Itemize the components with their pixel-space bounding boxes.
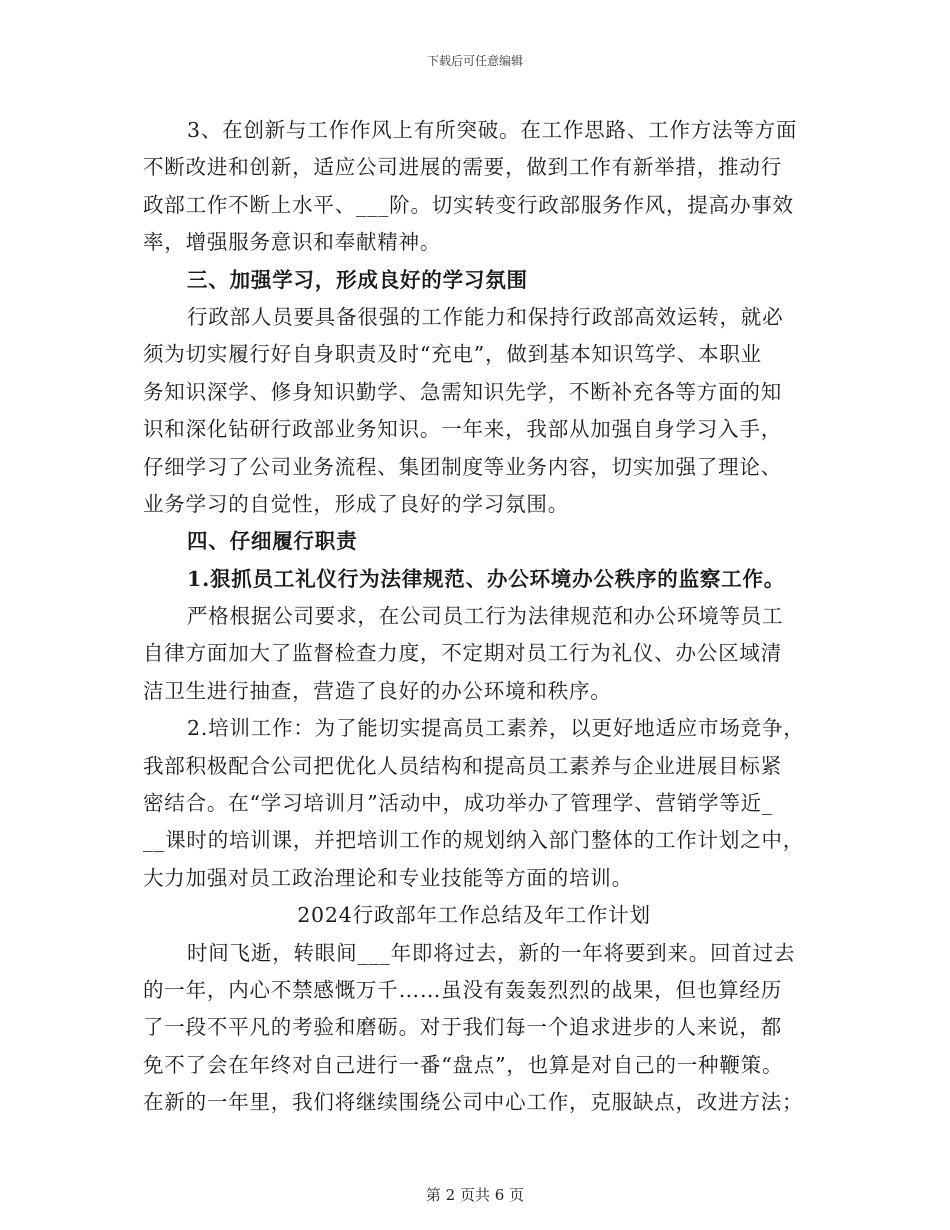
paragraph-line: 政部工作不断上水平、___阶。切实转变行政部服务作风，提高办事效 <box>143 192 794 217</box>
page-header: 下载后可任意编辑 <box>426 54 523 68</box>
paragraph-line: 仔细学习了公司业务流程、集团制度等业务内容，切实加强了理论、 <box>143 454 782 479</box>
paragraph-line: 大力加强对员工政治理论和专业技能等方面的培训。 <box>143 865 633 890</box>
paragraph-line: 识和深化钻研行政部业务知识。一年来，我部从加强自身学习入手， <box>143 417 782 442</box>
document-title: 2024行政部年工作总结及年工作计划 <box>297 903 651 928</box>
paragraph-line: 免不了会在年终对自己进行一番“盘点”，也算是对自己的一种鞭策。 <box>143 1052 784 1077</box>
page-footer: 第 2 页共 6 页 <box>425 1186 525 1204</box>
paragraph-line: 3、在创新与工作作风上有所突破。在工作思路、工作方法等方面 <box>187 118 798 142</box>
subsection-heading: 1.狠抓员工礼仪行为法律规范、办公环境办公秩序的监察工作。 <box>187 566 786 591</box>
paragraph-line: 务知识深学、修身知识勤学、急需知识先学，不断补充各等方面的知 <box>143 379 782 404</box>
paragraph-line: 在新的一年里，我们将继续围绕公司中心工作，克服缺点，改进方法； <box>143 1090 804 1115</box>
paragraph-line: 须为切实履行好自身职责及时“充电”，做到基本知识笃学、本职业 <box>143 342 762 367</box>
paragraph-line: 业务学习的自觉性，形成了良好的学习氛围。 <box>143 491 569 516</box>
paragraph-line: 严格根据公司要求，在公司员工行为法律规范和办公环境等员工 <box>187 604 784 629</box>
section-heading: 三、加强学习，形成良好的学习氛围 <box>187 267 528 292</box>
paragraph-line: 时间飞逝，转眼间___年即将过去，新的一年将要到来。回首过去 <box>187 940 796 965</box>
paragraph-line: 我部积极配合公司把优化人员结构和提高员工素养与企业进展目标紧 <box>143 753 782 778</box>
document-body <box>143 112 805 1122</box>
paragraph-line: 洁卫生进行抽查，营造了良好的办公环境和秩序。 <box>143 678 612 703</box>
section-heading: 四、仔细履行职责 <box>187 529 358 554</box>
paragraph-line: 自律方面加大了监督检查力度，不定期对员工行为礼仪、办公区域清 <box>143 641 782 666</box>
paragraph-line: 的一年，内心不禁感慨万千……虽没有轰轰烈烈的战果，但也算经历 <box>143 977 782 1002</box>
paragraph-line: 率，增强服务意识和奉献精神。 <box>143 230 442 255</box>
paragraph-line: 2.培训工作：为了能切实提高员工素养，以更好地适应市场竞争， <box>187 716 805 741</box>
paragraph-line: __课时的培训课，并把培训工作的规划纳入部门整体的工作计划之中， <box>143 828 805 853</box>
paragraph-line: 了一段不平凡的考验和磨砺。对于我们每一个追求进步的人来说，都 <box>143 1015 782 1040</box>
paragraph-line: 不断改进和创新，适应公司进展的需要，做到工作有新举措，推动行 <box>143 155 782 180</box>
paragraph-line: 密结合。在“学习培训月”活动中，成功举办了管理学、营销学等近_ <box>143 791 774 816</box>
paragraph-line: 行政部人员要具备很强的工作能力和保持行政部高效运转，就必 <box>187 304 784 329</box>
